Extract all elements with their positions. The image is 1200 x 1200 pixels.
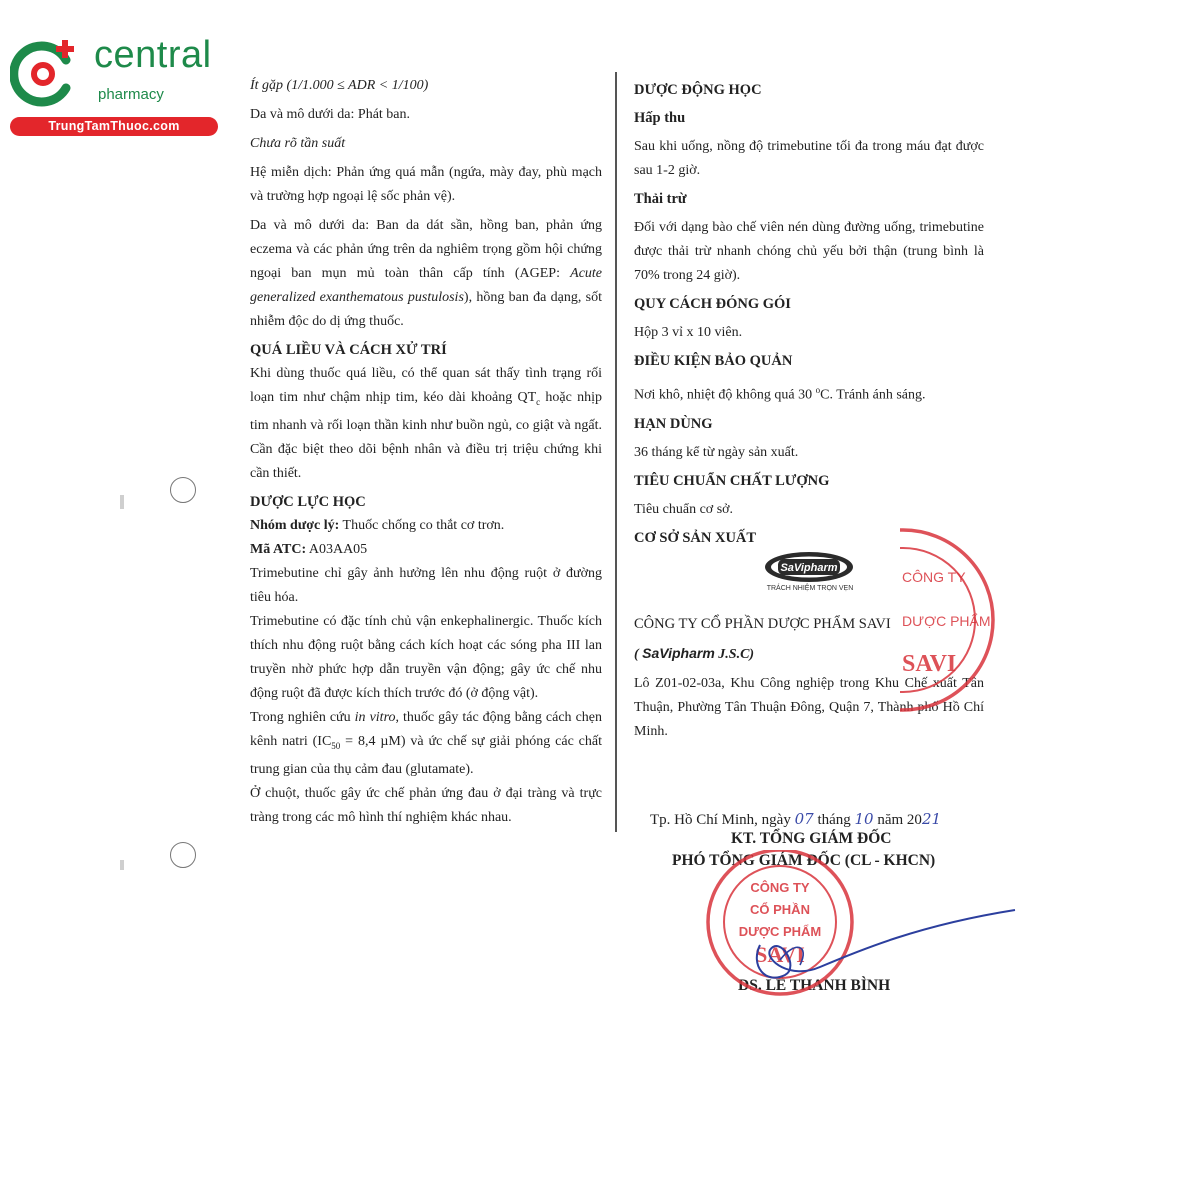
signer-title-1: KT. TỔNG GIÁM ĐỐC <box>731 830 892 847</box>
svg-text:SAVI: SAVI <box>902 651 957 677</box>
signer-name: DS. LÊ THANH BÌNH <box>738 977 891 994</box>
handwritten-signature <box>740 905 1020 995</box>
packaging-text: Hộp 3 vỉ x 10 viên. <box>634 325 743 340</box>
pharmacokinetics-heading: DƯỢC ĐỘNG HỌC <box>634 82 762 98</box>
quality-heading: TIÊU CHUẨN CHẤT LƯỢNG <box>634 472 830 489</box>
svg-text:DƯỢC PHẨM: DƯỢC PHẨM <box>902 613 991 629</box>
company-short-name: ( SaVipharm J.S.C) <box>634 644 755 662</box>
elimination-text: Đối với dạng bào chế viên nén dùng đường uống, trimebutine được thải trừ nhanh chóng chủ yếu bởi thận (trung bình là 70% trong 24 giờ). <box>634 220 984 283</box>
central-logo-icon <box>10 38 80 108</box>
savipharm-tagline: TRÁCH NHIỆM TRỌN VẸN <box>766 585 854 592</box>
pharmacodynamics-heading: DƯỢC LỰC HỌC <box>250 493 366 510</box>
pharmacological-group: Nhóm dược lý: Thuốc chống co thắt cơ trơn. <box>250 517 505 533</box>
unknown-frequency-heading: Chưa rõ tần suất <box>250 136 346 151</box>
signer-title-2: PHÓ TỔNG GIÁM ĐỐC (CL - KHCN) <box>672 852 936 869</box>
pd-paragraph-1: Trimebutine chỉ gây ảnh hưởng lên nhu động ruột ở đường tiêu hóa. <box>250 565 602 605</box>
brand-website: TrungTamThuoc.com <box>10 117 218 136</box>
atc-code: Mã ATC: A03AA05 <box>250 541 368 557</box>
company-name: CÔNG TY CỔ PHẦN DƯỢC PHẨM SAVI <box>634 615 891 632</box>
brand-subtitle: pharmacy <box>98 86 164 103</box>
storage-heading: ĐIỀU KIỆN BẢO QUẢN <box>634 353 793 369</box>
brand-name: central <box>94 34 212 76</box>
svg-text:DƯỢC PHẨM: DƯỢC PHẨM <box>738 924 822 939</box>
expiry-text: 36 tháng kể từ ngày sản xuất. <box>634 444 799 460</box>
uncommon-heading: Ít gặp (1/1.000 ≤ ADR < 1/100) <box>250 78 429 93</box>
svg-text:CÔNG TY: CÔNG TY <box>750 880 810 895</box>
absorption-text: Sau khi uống, nồng độ trimebutine tối đa trong máu đạt được sau 1-2 giờ. <box>634 139 984 178</box>
pd-paragraph-2: Trimebutine có đặc tính chủ vận enkephalinergic. Thuốc kích thích nhu động ruột bằng cách kích hoạt các sóng pha III lan truyền nhờ phức hợp dẫn truyền vận động; gây ức chế nhu động ruột đã được kích thích trước đó (ở động vật). <box>250 613 602 701</box>
manufacturer-heading: CƠ SỞ SẢN XUẤT <box>634 529 757 546</box>
storage-text: Nơi khô, nhiệt độ không quá 30 $^o$C. Tránh ánh sáng. <box>634 385 926 403</box>
binder-mark <box>120 495 124 509</box>
savipharm-logo <box>764 550 854 584</box>
expiry-heading: HẠN DÙNG <box>634 415 713 432</box>
punch-hole <box>170 477 196 503</box>
company-stamp-upper <box>900 528 1010 718</box>
signature-date: Tp. Hồ Chí Minh, ngày 07 tháng 10 năm 2021 <box>650 810 942 828</box>
brand-logo <box>10 36 215 136</box>
uncommon-skin-text: Da và mô dưới da: Phát ban. <box>250 107 411 122</box>
quality-text: Tiêu chuẩn cơ sở. <box>634 501 734 517</box>
column-divider <box>615 72 617 832</box>
skin-reactions-text: Da và mô dưới da: Ban da dát sần, hồng ban, phản ứng eczema và các phản ứng trên da nghiêm trọng gồm hội chứng ngoại ban mụn mủ toàn thân cấp tính (AGEP: Acute generalized exanthematous pustulosis), hồng ban đa dạng, sốt nhiễm độc do dị ứng thuốc. <box>250 218 603 329</box>
svg-text:SAVI: SAVI <box>755 942 805 967</box>
pd-paragraph-3: Trong nghiên cứu in vitro, thuốc gây tác động bằng cách chẹn kênh natri ($IC_{50} = 8,4$ µM) và ức chế sự giải phóng các chất trung gian của thụ cảm đau (glutamate). <box>250 709 602 777</box>
overdose-heading: QUÁ LIỀU VÀ CÁCH XỬ TRÍ <box>250 342 447 358</box>
absorption-heading: Hấp thu <box>634 110 686 126</box>
immune-text: Hệ miễn dịch: Phản ứng quá mẫn (ngứa, mày đay, phù mạch và trường hợp ngoại lệ sốc phản vệ). <box>250 165 602 204</box>
svg-text:SaVipharm: SaVipharm <box>780 562 838 574</box>
punch-hole <box>170 842 196 868</box>
binder-mark <box>120 860 124 870</box>
svg-text:CỔ PHẦN: CỔ PHẦN <box>750 902 810 917</box>
packaging-heading: QUY CÁCH ĐÓNG GÓI <box>634 296 791 312</box>
elimination-heading: Thải trừ <box>634 191 687 207</box>
left-column <box>250 74 602 830</box>
overdose-text: Khi dùng thuốc quá liều, có thể quan sát thấy tình trạng rối loạn tim như chậm nhịp tim, kéo dài khoảng $QT_c$ hoặc nhịp tim nhanh và rối loạn thần kinh như buồn ngủ, co giật và ngất. Cần đặc biệt theo dõi bệnh nhân và điều trị triệu chứng khi cần thiết. <box>250 366 602 481</box>
company-address: Lô Z01-02-03a, Khu Công nghiệp trong Khu Chế xuất Tân Thuận, Phường Tân Thuận Đông, Quận 7, Thành phố Hồ Chí Minh. <box>634 675 984 739</box>
pd-paragraph-4: Ở chuột, thuốc gây ức chế phản ứng đau ở đại tràng và trực tràng trong các mô hình thí nghiệm khác nhau. <box>250 785 602 825</box>
svg-text:CÔNG TY: CÔNG TY <box>902 569 966 585</box>
